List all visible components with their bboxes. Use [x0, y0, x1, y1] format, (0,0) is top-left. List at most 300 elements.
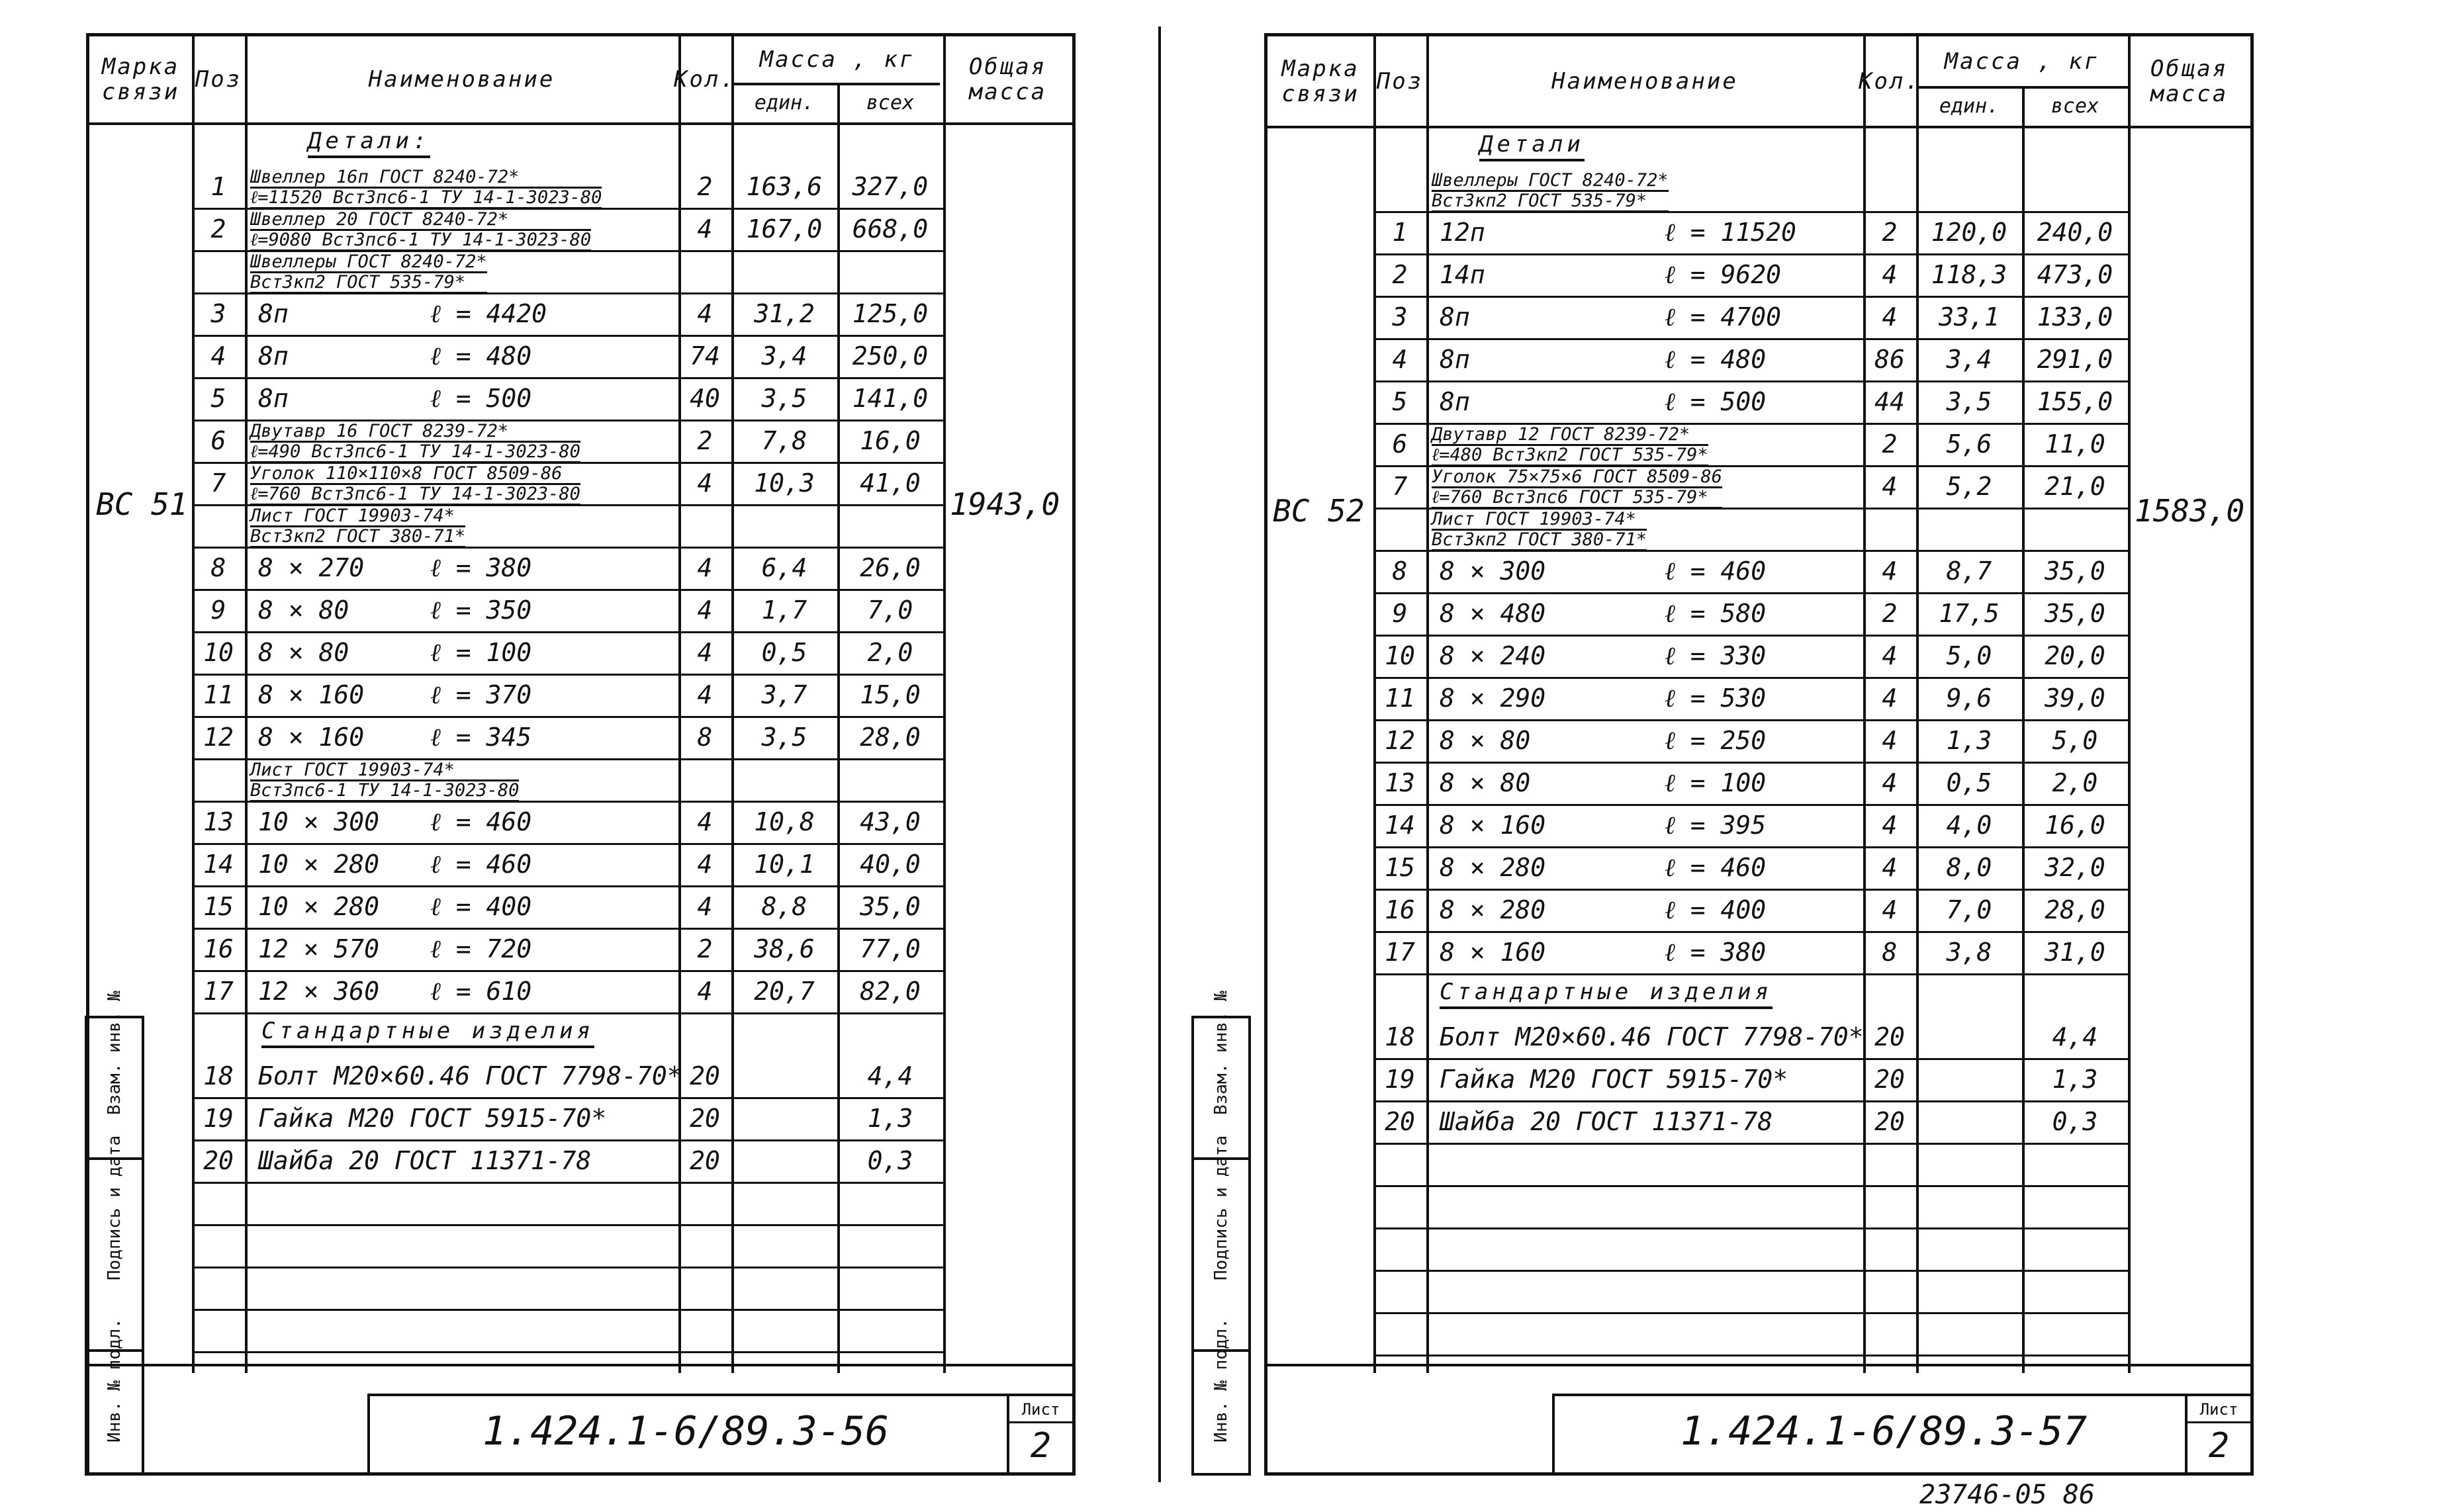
row-name: 12 × 570: [258, 934, 380, 963]
header-unit: един.: [754, 91, 815, 114]
col-divider: [943, 36, 946, 1373]
row-position: 2: [210, 214, 226, 244]
table-row: [192, 462, 943, 506]
table-row: [1373, 169, 2128, 213]
row-length: ℓ = 345: [430, 722, 532, 752]
row-total-mass: 15,0: [860, 680, 921, 709]
inv-replacement-label: Взам. инв. №: [1211, 991, 1231, 1115]
row-length: ℓ = 480: [1665, 344, 1767, 374]
material-spec: [250, 761, 519, 802]
row-unit-mass: 120,0: [1931, 218, 2007, 247]
row-quantity: [678, 758, 731, 801]
material-line-1: Швеллеры ГОСТ 8240-72*: [1432, 170, 1669, 191]
doc-number-box: [1552, 1394, 2250, 1472]
row-position: 16: [1385, 895, 1415, 924]
material-line-2: Вст3кп2 ГОСТ 535-79*: [1432, 192, 1669, 212]
doc-number: 1.424.1-6/89.3-57: [1681, 1408, 2088, 1454]
material-line-2: ℓ=11520 Вст3пс6-1 ТУ 14-1-3023-80: [250, 187, 602, 208]
row-total-mass: 1,3: [867, 1104, 913, 1133]
header-bottom-line: [1267, 126, 2250, 128]
table-row: [1373, 296, 2128, 340]
row-length: ℓ = 100: [430, 637, 532, 667]
row-unit-mass: [731, 504, 837, 547]
row-unit-mass: 163,6: [746, 172, 823, 201]
row-name: 10 × 280: [258, 892, 380, 921]
row-unit-mass: 167,0: [746, 214, 823, 244]
header-mark: Марка связи: [1281, 55, 1359, 107]
row-total-mass: 141,0: [852, 384, 929, 413]
col-divider: [2128, 36, 2131, 1373]
row-position: 12: [1385, 726, 1415, 755]
row-total-mass: 16,0: [2045, 811, 2105, 840]
sheet-number-box: [1007, 1396, 1072, 1472]
row-name: 10 × 280: [258, 850, 380, 879]
table-row: [1373, 338, 2128, 382]
material-spec: [250, 465, 580, 506]
row-name: 8п: [258, 341, 289, 371]
empty-row: [1373, 1227, 2128, 1272]
row-unit-mass: 3,4: [761, 341, 807, 371]
row-unit-mass: 8,0: [1946, 853, 1992, 882]
row-length: ℓ = 500: [1665, 386, 1767, 416]
row-quantity: 4: [1882, 853, 1898, 882]
table-row: [192, 716, 943, 760]
sheet-left: [86, 33, 1076, 1476]
row-position: 11: [1385, 684, 1415, 713]
row-length: ℓ = 330: [1665, 641, 1767, 670]
row-name: 8 × 160: [258, 723, 365, 752]
row-total-mass: [2022, 169, 2128, 211]
row-unit-mass: 3,4: [1946, 345, 1992, 374]
empty-row: [192, 1309, 943, 1353]
inv-original-label: Инв. № подл.: [1211, 1318, 1231, 1443]
row-name: 8 × 280: [1440, 853, 1546, 882]
row-name: 8 × 290: [1440, 684, 1546, 713]
row-unit-mass: 4,0: [1946, 811, 1992, 840]
row-length: ℓ = 400: [1665, 895, 1767, 924]
row-position: 1: [210, 172, 226, 201]
row-position: 15: [1385, 853, 1415, 882]
row-quantity: 20: [690, 1061, 720, 1090]
row-total-mass: 28,0: [2045, 895, 2105, 924]
row-unit-mass: 31,2: [754, 299, 815, 328]
row-position: 13: [203, 807, 234, 836]
sign-date-label: Подпись и дата: [1211, 1135, 1231, 1280]
sheet-label: Лист: [2188, 1400, 2250, 1423]
row-name: Шайба 20 ГОСТ 11371-78: [1440, 1107, 1773, 1136]
row-position: 18: [203, 1061, 234, 1090]
row-total-mass: 250,0: [852, 341, 929, 371]
row-length: ℓ = 250: [1665, 725, 1767, 755]
row-position: 3: [1392, 302, 1408, 332]
row-name: 8 × 270: [258, 553, 365, 582]
row-total-mass: 4,4: [867, 1061, 913, 1090]
table-row: [192, 292, 943, 337]
table-row: [192, 885, 943, 930]
row-position: 17: [203, 977, 234, 1006]
row-unit-mass: [1916, 1016, 2022, 1058]
row-quantity: 4: [1882, 302, 1898, 332]
table-row: [192, 674, 943, 718]
row-position: 12: [203, 723, 234, 752]
table-row: [1373, 423, 2128, 467]
material-line-1: Уголок 110×110×8 ГОСТ 8509-86: [250, 465, 580, 485]
total-mass: 1943,0: [950, 486, 1060, 522]
row-name: Болт М20×60.46 ГОСТ 7798-70*: [258, 1061, 682, 1090]
material-line-1: Лист ГОСТ 19903-74*: [1432, 510, 1647, 531]
header-name: Наименование: [1551, 67, 1738, 95]
row-total-mass: 32,0: [2045, 853, 2105, 882]
sign-date-label: Подпись и дата: [105, 1135, 124, 1280]
row-length: [430, 1097, 678, 1139]
assembly-mark: ВС 51: [96, 486, 188, 522]
row-total-mass: 668,0: [852, 214, 929, 244]
row-position: 20: [203, 1146, 234, 1175]
details-title: Детали:: [308, 128, 430, 158]
row-name: Гайка М20 ГОСТ 5915-70*: [1440, 1065, 1788, 1094]
row-position: 11: [203, 680, 234, 709]
row-name: Гайка М20 ГОСТ 5915-70*: [258, 1104, 607, 1133]
material-line-1: Лист ГОСТ 19903-74*: [250, 507, 465, 527]
row-total-mass: 5,0: [2052, 726, 2098, 755]
sheet-number-box: [2185, 1396, 2250, 1472]
row-length: ℓ = 4700: [1665, 302, 1781, 332]
row-quantity: 2: [697, 172, 713, 201]
material-line-2: ℓ=480 Вст3кп2 ГОСТ 535-79*: [1432, 445, 1708, 465]
row-name: 8 × 80: [258, 638, 349, 667]
row-length: ℓ = 350: [430, 595, 532, 625]
header-all: всех: [2050, 94, 2099, 118]
row-name: 12 × 360: [258, 977, 380, 1006]
header-mark: Марка связи: [101, 54, 180, 105]
row-unit-mass: 20,7: [754, 977, 815, 1006]
material-line-1: Уголок 75×75×6 ГОСТ 8509-86: [1432, 467, 1722, 487]
row-position: 10: [203, 638, 234, 667]
row-total-mass: 43,0: [860, 807, 921, 836]
row-quantity: 4: [697, 680, 713, 709]
table-row: [192, 758, 943, 803]
row-quantity: 8: [1882, 938, 1898, 967]
row-position: 8: [210, 553, 226, 582]
row-position: 14: [1385, 811, 1415, 840]
row-quantity: 20: [1874, 1065, 1905, 1094]
row-total-mass: 21,0: [2045, 472, 2105, 501]
total-mass: 1583,0: [2135, 493, 2245, 529]
table-row: [192, 843, 943, 887]
row-quantity: 4: [1882, 684, 1898, 713]
row-unit-mass: 3,5: [761, 723, 807, 752]
table-row: [192, 420, 943, 464]
row-position: 15: [203, 892, 234, 921]
row-total-mass: 35,0: [2045, 556, 2105, 586]
row-quantity: 4: [1882, 811, 1898, 840]
row-quantity: [678, 504, 731, 547]
material-line-1: Двутавр 12 ГОСТ 8239-72*: [1432, 425, 1708, 446]
row-name: 8п: [1440, 345, 1470, 374]
row-unit-mass: [731, 758, 837, 801]
header-total: Общая масса: [968, 54, 1047, 105]
inv-original-label: Инв. № подл.: [105, 1318, 124, 1443]
row-unit-mass: 33,1: [1939, 302, 2000, 332]
empty-row: [1373, 1312, 2128, 1356]
row-unit-mass: [1916, 169, 2022, 211]
row-quantity: [678, 250, 731, 292]
table-row: [1373, 804, 2128, 848]
row-unit-mass: [1916, 1100, 2022, 1143]
material-spec: [250, 253, 487, 294]
table-row: [1373, 253, 2128, 298]
row-name: 8 × 80: [258, 596, 349, 625]
row-length: ℓ = 580: [1665, 598, 1767, 628]
row-quantity: 2: [697, 426, 713, 455]
row-quantity: 4: [697, 850, 713, 879]
row-name: 8 × 280: [1440, 895, 1546, 924]
row-total-mass: 26,0: [860, 553, 921, 582]
sidebar-right: [1191, 991, 1251, 1476]
table-row: [192, 928, 943, 972]
empty-row: [192, 1182, 943, 1226]
row-quantity: 4: [697, 807, 713, 836]
row-unit-mass: 10,1: [754, 850, 815, 879]
row-unit-mass: 0,5: [761, 638, 807, 667]
row-quantity: 86: [1874, 345, 1905, 374]
row-total-mass: 11,0: [2045, 429, 2105, 459]
table-row: [192, 1097, 943, 1141]
material-line-1: Лист ГОСТ 19903-74*: [250, 761, 519, 781]
row-total-mass: 125,0: [852, 299, 929, 328]
row-unit-mass: 1,7: [761, 596, 807, 625]
table-row: [192, 504, 943, 549]
material-spec: [1432, 510, 1647, 551]
material-line-1: Швеллеры ГОСТ 8240-72*: [250, 251, 487, 272]
row-unit-mass: 5,2: [1946, 472, 1992, 501]
row-unit-mass: 5,0: [1946, 641, 1992, 670]
table-row: [192, 165, 943, 210]
header-all: всех: [866, 91, 915, 114]
row-quantity: 20: [690, 1146, 720, 1175]
row-quantity: 4: [1882, 260, 1898, 289]
row-length: [1665, 1016, 1863, 1058]
header-unit: един.: [1939, 94, 2000, 118]
row-total-mass: 291,0: [2037, 345, 2113, 374]
material-spec: [1432, 171, 1669, 212]
row-quantity: 2: [1882, 218, 1898, 247]
archive-number: 23746-05 86: [1919, 1480, 2095, 1510]
row-position: 14: [203, 850, 234, 879]
row-length: ℓ = 460: [430, 849, 532, 879]
row-unit-mass: 3,8: [1946, 938, 1992, 967]
row-quantity: 2: [697, 934, 713, 963]
page-divider: [1158, 26, 1161, 1482]
row-total-mass: 35,0: [860, 892, 921, 921]
row-unit-mass: 10,8: [754, 807, 815, 836]
material-line-2: Вст3кп2 ГОСТ 380-71*: [1432, 529, 1647, 550]
row-length: ℓ = 480: [430, 341, 532, 371]
standard-items-title: Стандартные изделия: [261, 1018, 594, 1048]
row-unit-mass: 9,6: [1946, 684, 1992, 713]
row-unit-mass: 6,4: [761, 553, 807, 582]
row-name: Болт М20×60.46 ГОСТ 7798-70*: [1440, 1022, 1864, 1051]
material-spec: [250, 168, 602, 209]
row-total-mass: 0,3: [2052, 1107, 2098, 1136]
row-quantity: 4: [1882, 556, 1898, 586]
row-name: 8п: [258, 299, 289, 328]
row-quantity: 4: [697, 468, 713, 498]
row-length: ℓ = 4420: [430, 298, 547, 328]
table-row: [1373, 677, 2128, 721]
row-unit-mass: 3,7: [761, 680, 807, 709]
row-total-mass: 473,0: [2037, 260, 2113, 289]
row-quantity: 4: [697, 977, 713, 1006]
table-row: [1373, 762, 2128, 806]
row-length: ℓ = 610: [430, 976, 532, 1006]
details-title: Детали: [1479, 131, 1585, 161]
row-position: 2: [1392, 260, 1408, 289]
row-unit-mass: 3,5: [761, 384, 807, 413]
row-unit-mass: 7,0: [1946, 895, 1992, 924]
row-total-mass: 7,0: [867, 596, 913, 625]
row-quantity: 40: [690, 384, 720, 413]
row-unit-mass: 7,8: [761, 426, 807, 455]
material-spec: [250, 210, 591, 251]
row-quantity: 20: [1874, 1022, 1905, 1051]
row-name: 8п: [258, 384, 289, 413]
sheet-label: Лист: [1009, 1400, 1072, 1423]
row-length: [430, 1055, 678, 1097]
row-position: 19: [1385, 1065, 1415, 1094]
row-length: ℓ = 530: [1665, 683, 1767, 713]
material-line-2: Вст3кп2 ГОСТ 535-79*: [250, 273, 487, 294]
row-length: ℓ = 395: [1665, 810, 1767, 840]
table-row: [1373, 635, 2128, 679]
material-spec: [1432, 468, 1722, 509]
row-total-mass: 77,0: [860, 934, 921, 963]
row-length: ℓ = 370: [430, 680, 532, 709]
material-line-2: Вст3пс6-1 ТУ 14-1-3023-80: [250, 780, 520, 801]
header-qty: Кол.: [1859, 67, 1921, 95]
row-total-mass: 1,3: [2052, 1065, 2098, 1094]
row-unit-mass: 38,6: [754, 934, 815, 963]
row-name: 12п: [1440, 218, 1485, 247]
row-length: ℓ = 460: [430, 807, 532, 836]
empty-row: [1373, 1143, 2128, 1187]
material-line-2: ℓ=9080 Вст3пс6-1 ТУ 14-1-3023-80: [250, 230, 592, 250]
doc-number-box: [367, 1394, 1072, 1472]
row-quantity: 4: [1882, 895, 1898, 924]
material-line-1: Швеллер 20 ГОСТ 8240-72*: [250, 210, 591, 231]
row-length: ℓ = 380: [1665, 937, 1767, 967]
row-position: 8: [1392, 556, 1408, 586]
row-position: 13: [1385, 768, 1415, 797]
sheet-right: [1264, 33, 2254, 1476]
row-position: 1: [1392, 218, 1408, 247]
table-row: [1373, 719, 2128, 764]
row-quantity: [1863, 169, 1916, 211]
row-unit-mass: 0,5: [1946, 768, 1992, 797]
row-unit-mass: 17,5: [1939, 599, 2000, 628]
table-row: [1373, 465, 2128, 510]
row-quantity: 20: [690, 1104, 720, 1133]
row-position: 19: [203, 1104, 234, 1133]
title-block: [1267, 1364, 2250, 1472]
row-position: 4: [1392, 345, 1408, 374]
header-mass: Масса , кг: [1944, 48, 2100, 75]
table-row: [192, 335, 943, 379]
row-unit-mass: [1916, 508, 2022, 550]
material-spec: [1432, 425, 1708, 467]
sheet-number: 2: [2208, 1426, 2230, 1466]
row-total-mass: 82,0: [860, 977, 921, 1006]
row-total-mass: 40,0: [860, 850, 921, 879]
row-total-mass: 2,0: [867, 638, 913, 667]
row-position: 16: [203, 934, 234, 963]
row-quantity: 4: [697, 299, 713, 328]
header-pos: Поз: [1376, 67, 1424, 95]
row-length: ℓ = 100: [1665, 768, 1767, 797]
header-name: Наименование: [368, 66, 555, 93]
row-total-mass: 0,3: [867, 1146, 913, 1175]
table-row: [192, 1055, 943, 1099]
row-total-mass: [837, 250, 943, 292]
row-name: 8 × 80: [1440, 768, 1531, 797]
row-total-mass: 327,0: [852, 172, 929, 201]
empty-row: [1373, 1185, 2128, 1229]
header-total: Общая масса: [2150, 55, 2229, 107]
material-spec: [250, 422, 580, 463]
sheet-number: 2: [1030, 1426, 1052, 1466]
row-total-mass: [837, 504, 943, 547]
row-position: 18: [1385, 1022, 1415, 1051]
title-block: [89, 1318, 1072, 1472]
assembly-mark: ВС 52: [1273, 493, 1365, 529]
row-quantity: 4: [697, 214, 713, 244]
row-length: ℓ = 720: [430, 934, 532, 963]
row-position: 3: [210, 299, 226, 328]
row-name: 14п: [1440, 260, 1485, 289]
row-position: [1373, 169, 1426, 211]
row-position: 10: [1385, 641, 1415, 670]
row-name: 8 × 80: [1440, 726, 1531, 755]
material-line-1: Двутавр 16 ГОСТ 8239-72*: [250, 422, 580, 443]
row-quantity: 4: [1882, 472, 1898, 501]
table-row: [1373, 1016, 2128, 1060]
row-total-mass: 41,0: [860, 468, 921, 498]
table-row: [192, 547, 943, 591]
row-quantity: 4: [697, 892, 713, 921]
table-row: [192, 208, 943, 252]
row-quantity: 4: [1882, 768, 1898, 797]
row-position: 17: [1385, 938, 1415, 967]
row-quantity: 4: [697, 596, 713, 625]
row-position: [192, 504, 245, 547]
row-position: 4: [210, 341, 226, 371]
row-total-mass: 155,0: [2037, 387, 2113, 416]
row-quantity: 74: [690, 341, 720, 371]
row-total-mass: 39,0: [2045, 684, 2105, 713]
row-position: 7: [210, 468, 226, 498]
row-total-mass: 31,0: [2045, 938, 2105, 967]
row-total-mass: 240,0: [2037, 218, 2113, 247]
table-row: [1373, 846, 2128, 891]
row-position: 9: [210, 596, 226, 625]
row-total-mass: [837, 758, 943, 801]
header-qty: Кол.: [674, 66, 736, 93]
row-name: Шайба 20 ГОСТ 11371-78: [258, 1146, 592, 1175]
row-total-mass: 4,4: [2052, 1022, 2098, 1051]
table-row: [192, 801, 943, 845]
table-row: [1373, 1100, 2128, 1145]
row-total-mass: [2022, 508, 2128, 550]
